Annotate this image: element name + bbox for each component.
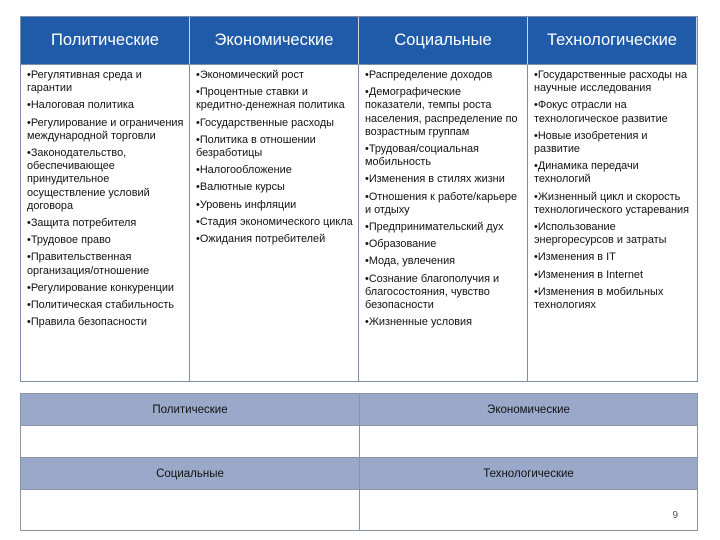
header-technological: Технологические xyxy=(528,17,697,65)
summary-header-political: Политические xyxy=(21,394,360,426)
bullet-item: •Правила безопасности xyxy=(27,316,147,329)
summary-cell-political xyxy=(21,426,360,458)
bullet-item: •Государственные расходы на научные исследования xyxy=(534,69,688,95)
summary-cell-technological xyxy=(360,490,697,530)
bullet-item: •Жизненные условия xyxy=(365,316,473,329)
bullet-item: •Изменения в Internet xyxy=(534,268,644,281)
column-social xyxy=(359,65,528,381)
bullet-item: •Образование xyxy=(365,238,437,251)
bullet-item: •Изменения в стилях жизни xyxy=(365,173,505,186)
bullet-item: •Стадия экономического цикла xyxy=(196,215,353,228)
pest-table xyxy=(20,16,698,382)
bullet-item: •Регулирование конкуренции xyxy=(27,281,174,294)
bullet-item: •Сознание благополучия и благосостояния, чувство безопасности xyxy=(365,272,500,312)
bullet-item: •Налоговая политика xyxy=(27,99,134,112)
bullet-item: •Трудовая/социальная мобильность xyxy=(365,143,479,169)
bullet-item: •Регулятивная среда и гарантии xyxy=(27,69,142,95)
bullet-item: •Регулирование и ограничения международной торговли xyxy=(27,116,184,142)
column-economic xyxy=(190,65,359,381)
bullet-item: •Ожидания потребителей xyxy=(196,233,326,246)
bullet-item: •Распределение доходов xyxy=(365,69,493,81)
summary-header-economic: Экономические xyxy=(360,394,697,426)
bullet-item: •Процентные ставки и кредитно-денежная политика xyxy=(196,86,345,112)
summary-cell-social xyxy=(21,490,360,530)
column-political xyxy=(21,65,190,381)
bullet-item: •Предпринимательский дух xyxy=(365,221,504,234)
bullet-item: •Трудовое право xyxy=(27,234,111,247)
bullet-item: •Использование энергоресурсов и затраты xyxy=(534,221,667,247)
header-social: Социальные xyxy=(359,17,528,65)
bullet-item: •Экономический рост xyxy=(196,69,304,81)
bullet-item: •Законодательство, обеспечивающее принудительное осуществление условий договора xyxy=(27,147,150,212)
bullet-item: •Валютные курсы xyxy=(196,181,285,194)
bullet-item: •Демографические показатели, темпы роста населения, распределение по возрастным группам xyxy=(365,86,518,138)
header-political: Политические xyxy=(21,17,190,65)
summary-table xyxy=(20,393,698,531)
bullet-item: •Политическая стабильность xyxy=(27,299,175,312)
page-number: 9 xyxy=(672,510,678,521)
summary-header-social: Социальные xyxy=(21,458,360,490)
bullet-item: •Защита потребителя xyxy=(27,217,137,230)
summary-cell-economic xyxy=(360,426,697,458)
bullet-item: •Налогообложение xyxy=(196,164,292,177)
header-economic: Экономические xyxy=(190,17,359,65)
bullet-item: •Отношения к работе/карьере и отдыху xyxy=(365,190,518,216)
bullet-item: •Политика в отношении безработицы xyxy=(196,133,316,160)
bullet-item: •Динамика передачи технологий xyxy=(534,160,639,186)
bullet-item: •Изменения в мобильных технологиях xyxy=(534,285,664,312)
bullet-item: •Государственные расходы xyxy=(196,116,335,129)
bullet-item: •Правительственная организация/отношение xyxy=(27,251,150,277)
bullet-item: •Фокус отрасли на технологическое развитие xyxy=(534,99,668,125)
bullet-item: •Новые изобретения и развитие xyxy=(534,129,648,156)
bullet-item: •Изменения в IT xyxy=(534,251,616,264)
summary-header-technological: Технологические xyxy=(360,458,697,490)
column-technological xyxy=(528,65,697,381)
bullet-item: •Уровень инфляции xyxy=(196,198,297,211)
bullet-item: •Жизненный цикл и скорость технологического устаревания xyxy=(534,190,690,216)
bullet-item: •Мода, увлечения xyxy=(365,255,456,268)
